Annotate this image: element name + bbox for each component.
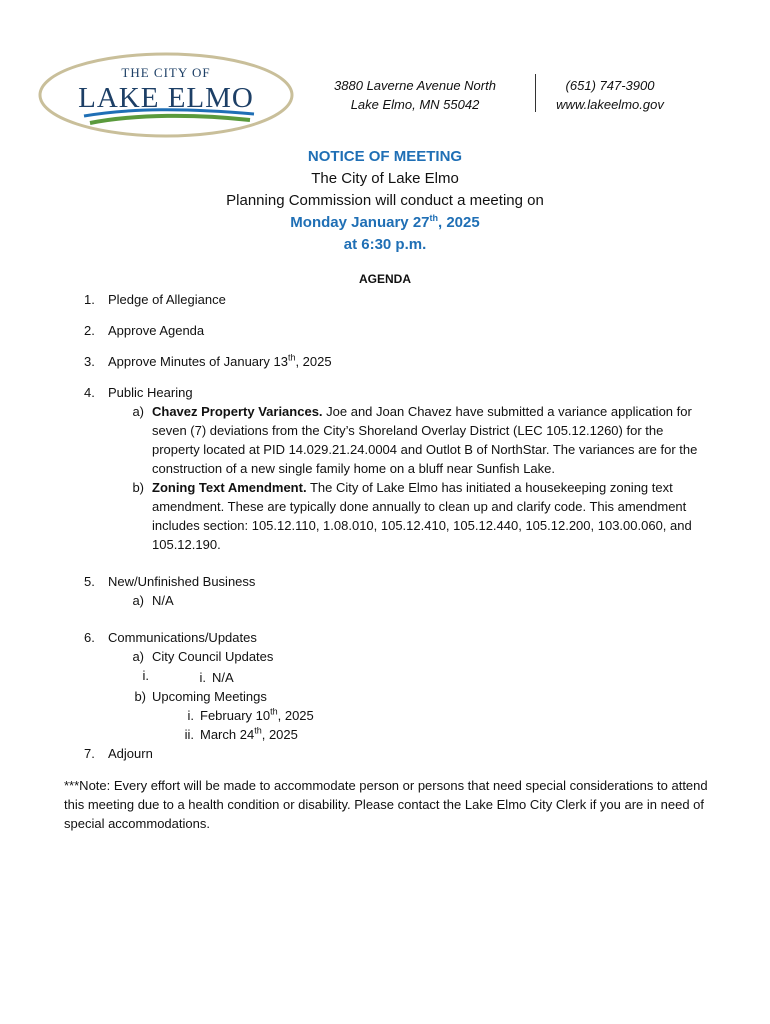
agenda-nested-block [64,668,714,763]
agenda-item: 5. New/Unfinished Business a) N/A [64,572,714,610]
agenda-item: 2. Approve Agenda [84,323,205,338]
meeting-time: at 6:30 p.m. [343,236,427,253]
agenda-subitem: b) Upcoming Meetings [134,689,267,704]
contact-block [540,76,680,114]
agenda-subsubitem: i. February 10th, 2025 [187,706,314,723]
agenda-item: 3. Approve Minutes of January 13th, 2025 [84,352,332,369]
address-line2: Lake Elmo, MN 55042 [350,97,480,112]
website-link[interactable]: www.lakeelmo.gov [556,97,664,112]
agenda-item: 6. Communications/Updates a) City Council Updates i. [64,628,714,666]
agenda-subsubitem: ii. March 24th, 2025 [184,725,298,742]
logo-wave-green [90,116,250,123]
logo-line1: THE CITY OF [121,65,211,80]
phone-number: (651) 747-3900 [565,78,655,93]
meeting-date: Monday January 27th, 2025 [290,213,480,231]
notice-title: NOTICE OF MEETING [307,148,463,165]
logo-line2: LAKE ELMO [78,82,254,114]
notice-description: Planning Commission will conduct a meeting on [226,192,544,209]
agenda-subsubitem: i. N/A [199,670,234,685]
agenda-subitem: a) City Council Updates i. [132,649,274,683]
agenda-item: 4. Public Hearing a) Chavez Property Variances. Joe and Joan Chavez have submitted a variance application for seven (7) deviations from the City’s Shoreland Overlay District (LEC 105.12.1260) for the property located at PID 14.029.21.24.0004 and Outlot B of NorthStar. The variances are for the construction of a new single family home on a bluff near Sunfish Lake. b) Zoning Text Amendment. The City of Lake Elmo has initiated a housekeeping zoning text amendment. These are typically done annually to clean up and clarify code. This amendment includes section: 105.12.110, 1.08.010, 105.12.410, 105.12.440, 105.12.200, 103.00.060, and 105.12.190. [64,383,714,554]
agenda-subitem: b) Zoning Text Amendment. The City of Lake Elmo has initiated a housekeeping zoning text amendment. These are typically done annually to clean up and clarify code. This amendment includes section: 105.12.110, 1.08.010, 105.12.410, 105.12.440, 105.12.200, 103.00.060, and 105.12.190. [132,480,692,552]
notice-city: The City of Lake Elmo [311,170,459,187]
header-divider [535,74,536,112]
accommodation-note: ***Note: Every effort will be made to accommodate person or persons that need special considerations to attend this meeting due to a health condition or disability. Please contact the Lake Elmo City Clerk if you are in need of special accommodations. [64,778,708,831]
agenda-item: 1. Pledge of Allegiance [84,292,226,307]
city-logo [36,50,296,140]
agenda-subitem: a) Chavez Property Variances. Joe and Joan Chavez have submitted a variance application for seven (7) deviations from the City’s Shoreland Overlay District (LEC 105.12.1260) for the property located at PID 14.029.21.24.0004 and Outlot B of NorthStar. The variances are for the construction of a new single family home on a bluff near Sunfish Lake. [132,404,698,476]
address-block [300,76,530,114]
agenda-item: 7. Adjourn [84,746,153,761]
meeting-notice [0,146,770,256]
agenda-heading: AGENDA [358,272,411,286]
address-line1: 3880 Laverne Avenue North [334,78,496,93]
agenda-subitem: a) N/A [132,593,174,608]
